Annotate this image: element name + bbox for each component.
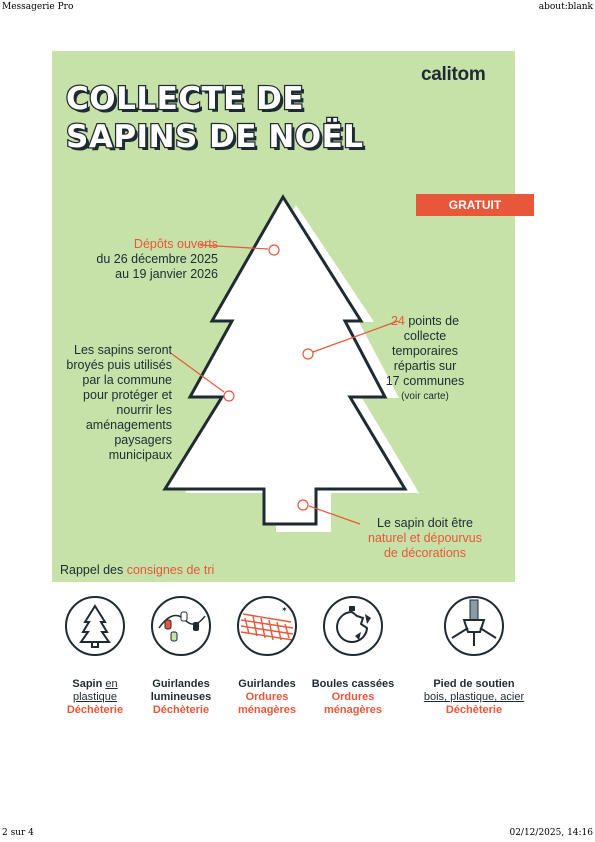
callout-dot-dates bbox=[269, 245, 279, 255]
consigne-sapin-dest: Déchèterie bbox=[66, 704, 124, 716]
callout-points-text1: points de bbox=[404, 314, 460, 328]
consignes-icons-row bbox=[52, 596, 532, 726]
consigne-guirlandes-dest2: ménagères bbox=[237, 704, 297, 716]
callout-points bbox=[355, 314, 495, 404]
consigne-guirlandes-line1: Guirlandes bbox=[238, 678, 296, 690]
callout-broyes: Les sapins seront broyés puis utilisés par la commune pour protéger et nourrir les aménagements paysagers municipaux bbox=[66, 343, 172, 462]
consigne-pied-de-soutien bbox=[418, 596, 530, 717]
consigne-boules-dest1: Ordures bbox=[331, 691, 375, 703]
svg-text:✶: ✶ bbox=[281, 605, 288, 614]
browser-tab-title: Messagerie Pro bbox=[2, 2, 74, 12]
rappel-highlight: consignes de tri bbox=[126, 563, 215, 577]
consigne-boules-dest2: ménagères bbox=[323, 704, 383, 716]
consigne-boules-line1: Boules cassées bbox=[311, 678, 395, 690]
callout-dot-broyes bbox=[224, 391, 234, 401]
consigne-sapin-plastique bbox=[52, 596, 138, 717]
consigne-lumineuses-line1: Guirlandes bbox=[152, 678, 210, 690]
callout-points-text5: 17 communes bbox=[385, 374, 465, 388]
callout-points-note: (voir carte) bbox=[401, 391, 449, 402]
callout-points-text3: temporaires bbox=[392, 344, 458, 358]
calitom-logo: calitom bbox=[421, 64, 486, 85]
consigne-lumineuses-line2: lumineuses bbox=[150, 691, 212, 703]
consigne-sapin-line2: plastique bbox=[72, 691, 118, 703]
consigne-sapin-label bbox=[52, 678, 138, 717]
consigne-guirlandes-lumineuses bbox=[138, 596, 224, 717]
consigne-lumineuses-label bbox=[138, 678, 224, 717]
callout-points-number: 24 bbox=[390, 314, 405, 328]
consigne-guirlandes-dest1: Ordures bbox=[245, 691, 289, 703]
consigne-pied-line2: bois, plastique, acier bbox=[423, 691, 525, 703]
consigne-boules-label bbox=[310, 678, 396, 717]
consigne-guirlandes-label bbox=[224, 678, 310, 717]
callout-naturel-line3: de décorations bbox=[383, 546, 466, 560]
callout-points-text4: répartis sur bbox=[393, 359, 457, 373]
consigne-sapin-underlined: en bbox=[105, 678, 118, 690]
callout-dates-line3: au 19 janvier 2026 bbox=[115, 267, 218, 281]
page-indicator: 2 sur 4 bbox=[2, 828, 34, 838]
browser-url: about:blank bbox=[538, 2, 593, 12]
print-datetime: 02/12/2025, 14:16 bbox=[509, 828, 593, 838]
callout-dates-highlight: Dépôts ouverts bbox=[133, 237, 218, 251]
broken-bauble-icon bbox=[323, 596, 383, 656]
title-line-2: SAPINS DE NOËL bbox=[66, 119, 364, 155]
callout-dot-naturel bbox=[298, 500, 308, 510]
free-badge: GRATUIT bbox=[416, 194, 534, 216]
title-line-1: COLLECTE DE bbox=[66, 81, 305, 117]
string-lights-icon bbox=[151, 596, 211, 656]
callout-naturel bbox=[340, 516, 510, 561]
callout-dot-points bbox=[303, 349, 313, 359]
callout-dates bbox=[58, 237, 218, 282]
callout-points-text2: collecte bbox=[403, 329, 447, 343]
callout-dates-line2: du 26 décembre 2025 bbox=[96, 252, 218, 266]
consigne-pied-label bbox=[418, 678, 530, 717]
tinsel-icon bbox=[237, 596, 297, 656]
tree-icon bbox=[65, 596, 125, 656]
poster-title bbox=[66, 80, 364, 156]
rappel-prefix: Rappel des bbox=[60, 563, 127, 577]
consigne-pied-line1: Pied de soutien bbox=[433, 678, 515, 690]
consigne-pied-dest: Déchèterie bbox=[445, 704, 503, 716]
consigne-lumineuses-dest: Déchèterie bbox=[152, 704, 210, 716]
rappel-consignes bbox=[60, 563, 214, 577]
consigne-sapin-line1: Sapin bbox=[72, 678, 106, 690]
consigne-boules-cassees bbox=[310, 596, 396, 717]
consigne-guirlandes bbox=[224, 596, 310, 717]
callout-naturel-line1: Le sapin doit être bbox=[377, 516, 473, 530]
callout-naturel-highlight: naturel et dépourvus bbox=[368, 531, 482, 545]
tree-stand-icon bbox=[444, 596, 504, 656]
